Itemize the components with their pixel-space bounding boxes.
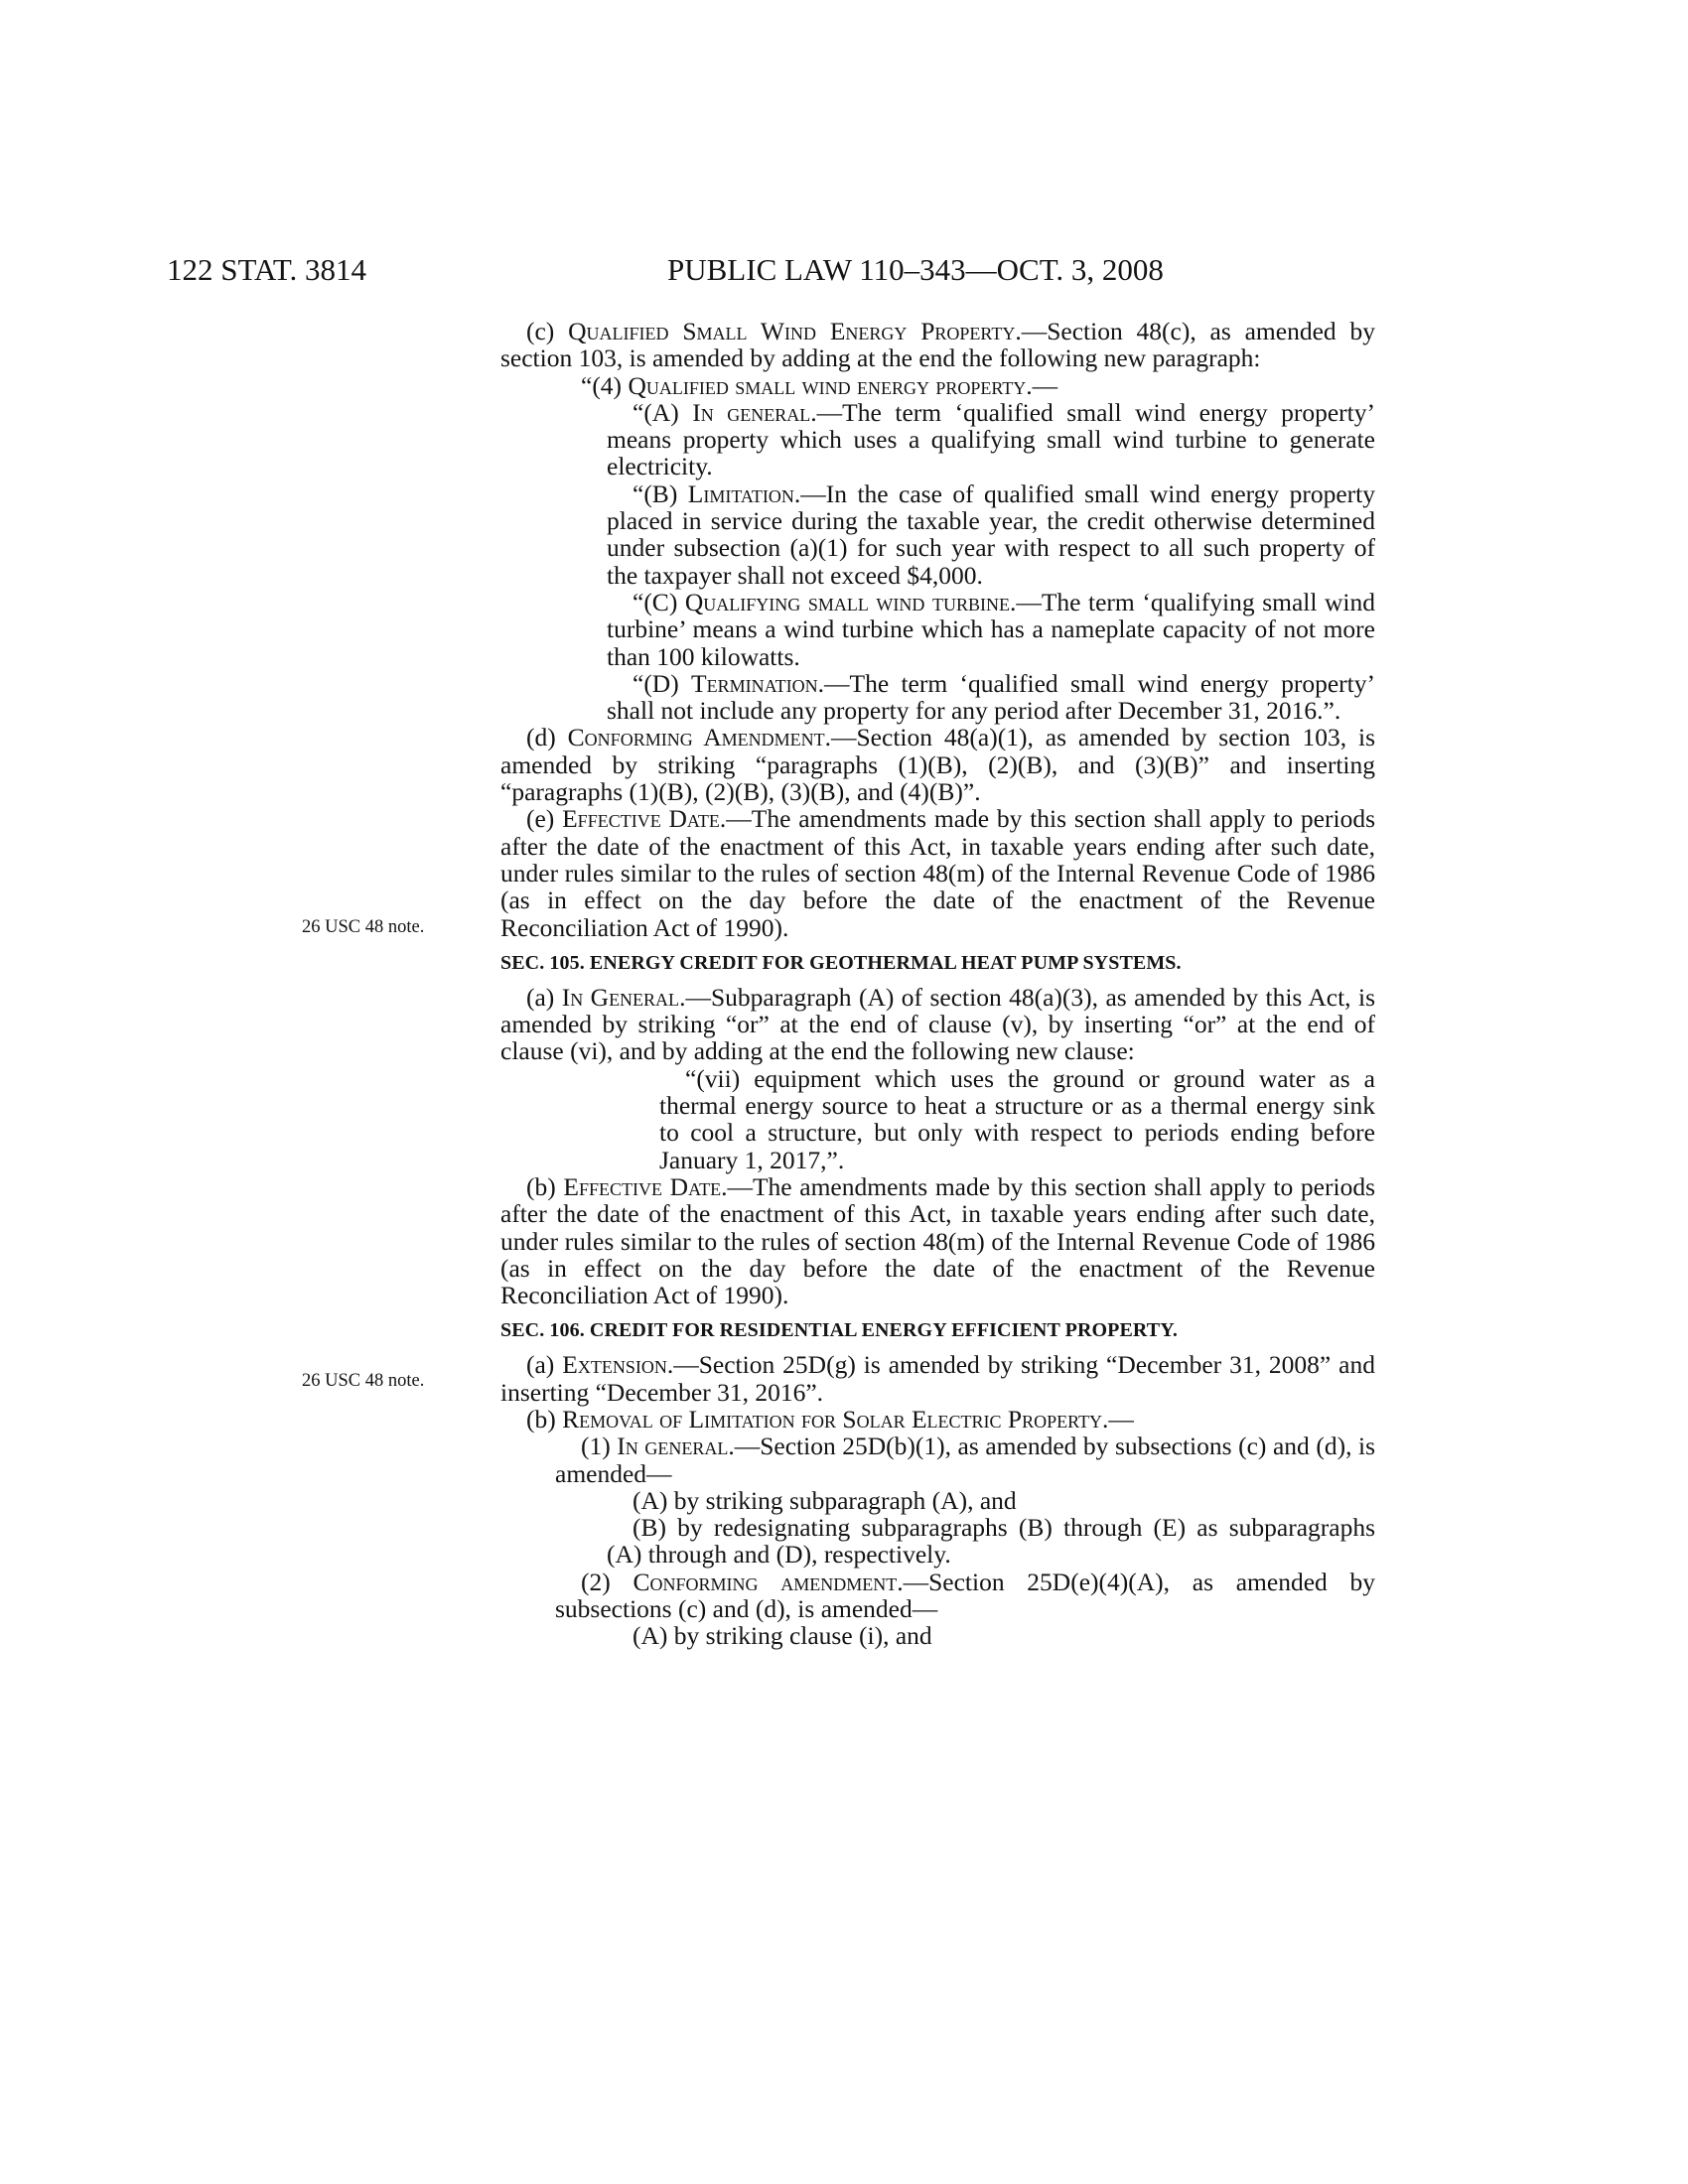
paragraph-106a: (a) Extension.—Section 25D(g) is amended by striking “December 31, 2008” and inserting “December 31, 2016”. (500, 1350, 1375, 1407)
paragraph-c4: “(4) Qualified small wind energy property.— (581, 370, 1058, 400)
paragraph-e: (e) Effective Date.—The amendments made by this section shall apply to periods after the date of the enactment of this Act, in taxable years ending after such date, under rules similar to the rules of section 48(m) of the Internal Revenue Code of 1986 (as in effect on the day before the date of the enactment of the Revenue Reconciliation Act of 1990). (500, 804, 1375, 942)
margin-note: 26 USC 48 note. (302, 1371, 425, 1391)
document-body (500, 318, 1375, 1650)
paragraph-d: (d) Conforming Amendment.—Section 48(a)(1), as amended by section 103, is amended by striking “paragraphs (1)(B), (2)(B), and (3)(B)” and inserting “paragraphs (1)(B), (2)(B), (3)(B), and (4)(B)”. (500, 723, 1376, 807)
subparagraph-106b2A: (A) by striking clause (i), and (633, 1621, 932, 1651)
paragraph-106b: (b) Removal of Limitation for Solar Electric Property.— (526, 1404, 1134, 1433)
paragraph-106b1: (1) In general.—Section 25D(b)(1), as amended by subsections (c) and (d), is amended— (555, 1432, 1376, 1488)
stat-citation: 122 STAT. 3814 (167, 252, 367, 287)
paragraph-c: (c) Qualified Small Wind Energy Property.—Section 48(c), as amended by section 103, is amended by adding at the end the following new paragraph: (500, 317, 1375, 373)
section-heading-106: SEC. 106. CREDIT FOR RESIDENTIAL ENERGY EFFICIENT PROPERTY. (500, 1319, 1179, 1342)
law-title: PUBLIC LAW 110–343—OCT. 3, 2008 (667, 252, 1164, 287)
margin-note: 26 USC 48 note. (302, 917, 425, 937)
paragraph-105b: (b) Effective Date.—The amendments made by this section shall apply to periods after the date of the enactment of this Act, in taxable years ending after such date, under rules similar to the rules of section 48(m) of the Internal Revenue Code of 1986 (as in effect on the day before the date of the enactment of the Revenue Reconciliation Act of 1990). (500, 1171, 1375, 1310)
paragraph-c4C: “(C) Qualifying small wind turbine.—The term ‘qualifying small wind turbine’ means a wind turbine which has a nameplate capacity of not more than 100 kilowatts. (607, 587, 1375, 671)
paragraph-c4D: “(D) Termination.—The term ‘qualified small wind energy property’ shall not include any property for any period after December 31, 2016.”. (607, 668, 1375, 726)
paragraph-c4A: “(A) In general.—The term ‘qualified small wind energy property’ means property which uses a qualifying small wind turbine to generate electricity. (607, 397, 1375, 481)
paragraph-106b2: (2) Conforming amendment.—Section 25D(e)(4)(A), as amended by subsections (c) and (d), is amended— (555, 1567, 1376, 1624)
paragraph-c4B: “(B) Limitation.—In the case of qualified small wind energy property placed in service during the taxable year, the credit otherwise determined under subsection (a)(1) for such year with respect to all such property of the taxpayer shall not exceed $4,000. (607, 478, 1376, 590)
section-heading-105: SEC. 105. ENERGY CREDIT FOR GEOTHERMAL HEAT PUMP SYSTEMS. (500, 951, 1182, 974)
subparagraph-106b1B: (B) by redesignating subparagraphs (B) through (E) as subparagraphs (A) through and (D), respectively. (607, 1513, 1375, 1570)
paragraph-105a: (a) In General.—Subparagraph (A) of section 48(a)(3), as amended by this Act, is amended by striking “or” at the end of clause (v), by inserting “or” at the end of clause (vi), and by adding at the end the following new clause: (500, 982, 1375, 1066)
subparagraph-106b1A: (A) by striking subparagraph (A), and (633, 1485, 1017, 1515)
clause-vii: “(vii) equipment which uses the ground or ground water as a thermal energy source to heat a structure or as a thermal energy sink to cool a structure, but only with respect to periods ending before January 1, 2017,”. (659, 1063, 1375, 1174)
page-header (0, 252, 1688, 292)
